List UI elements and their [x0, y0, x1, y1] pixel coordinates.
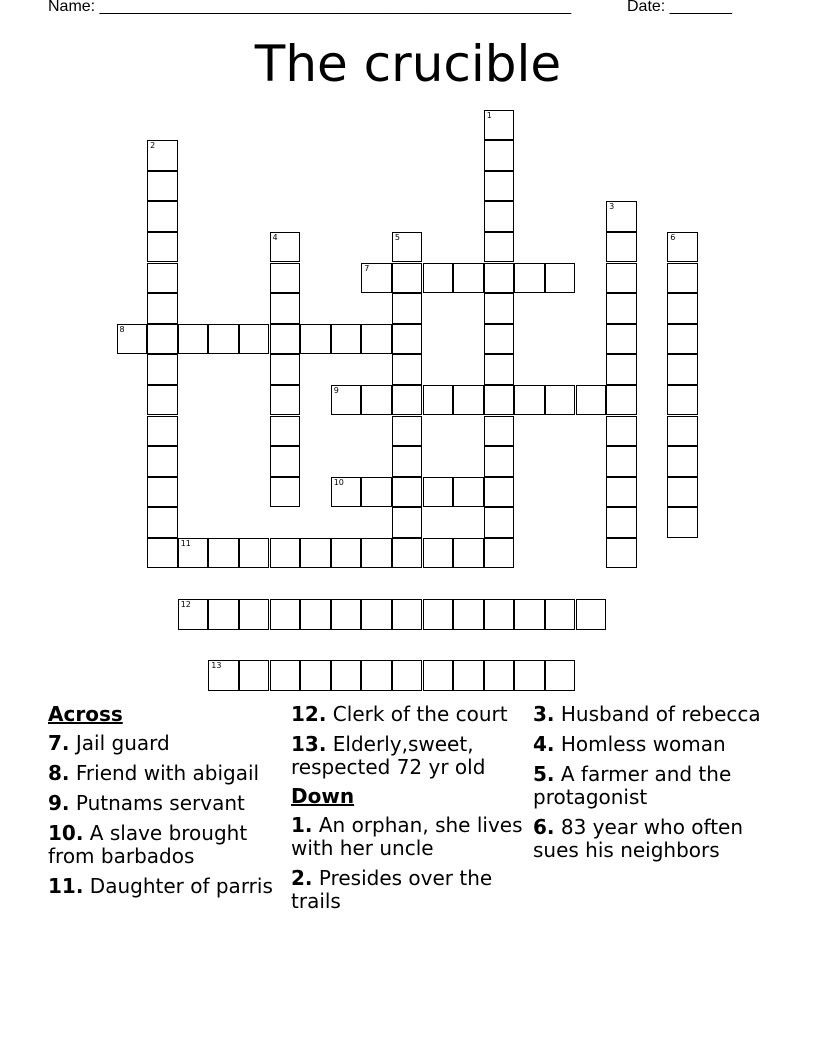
grid-cell[interactable] — [270, 416, 301, 447]
grid-cell[interactable] — [270, 446, 301, 477]
grid-cell[interactable] — [392, 385, 423, 416]
grid-cell[interactable] — [484, 416, 515, 447]
grid-cell[interactable] — [178, 599, 209, 630]
name-field[interactable]: Name: _____________________________________________________ — [48, 0, 572, 15]
grid-cell[interactable] — [667, 416, 698, 447]
clue-across-9: 9. Putnams servant — [48, 791, 245, 815]
clue-across-12: 12. Clerk of the court — [291, 702, 508, 726]
grid-cell[interactable] — [423, 263, 454, 294]
grid-cell[interactable] — [392, 538, 423, 569]
clue-down-2: 2. Presides over the trails — [291, 866, 493, 913]
grid-cell[interactable] — [392, 263, 423, 294]
grid-cell[interactable] — [392, 293, 423, 324]
grid-cell[interactable] — [484, 446, 515, 477]
grid-cell[interactable] — [208, 660, 239, 691]
grid-cell[interactable] — [147, 416, 178, 447]
grid-cell[interactable] — [147, 354, 178, 385]
cell-number: 4 — [272, 232, 278, 242]
cell-number: 7 — [364, 263, 370, 273]
grid-cell[interactable] — [514, 263, 545, 294]
grid-cell[interactable] — [239, 660, 270, 691]
grid-cell[interactable] — [514, 599, 545, 630]
cell-number: 10 — [333, 477, 344, 487]
grid-cell[interactable] — [484, 201, 515, 232]
grid-cell[interactable] — [423, 660, 454, 691]
grid-cell[interactable] — [270, 385, 301, 416]
grid-cell[interactable] — [484, 232, 515, 263]
grid-cell[interactable] — [667, 263, 698, 294]
grid-cell[interactable] — [147, 477, 178, 508]
grid-cell[interactable] — [667, 507, 698, 538]
grid-cell[interactable] — [147, 140, 178, 171]
grid-cell[interactable] — [423, 599, 454, 630]
grid-cell[interactable] — [606, 201, 637, 232]
grid-cell[interactable] — [239, 324, 270, 355]
grid-cell[interactable] — [270, 477, 301, 508]
cell-number: 3 — [609, 202, 615, 212]
grid-cell[interactable] — [484, 263, 515, 294]
clue-across-8: 8. Friend with abigail — [48, 761, 260, 785]
grid-cell[interactable] — [484, 110, 515, 141]
grid-cell[interactable] — [270, 263, 301, 294]
grid-cell[interactable] — [300, 538, 331, 569]
clue-down-5: 5. A farmer and the protagonist — [533, 762, 732, 809]
grid-cell[interactable] — [178, 324, 209, 355]
down-heading: Down — [291, 784, 355, 808]
grid-cell[interactable] — [667, 354, 698, 385]
clue-across-10: 10. A slave brought from barbados — [48, 821, 248, 868]
grid-cell[interactable] — [606, 446, 637, 477]
grid-cell[interactable] — [606, 507, 637, 538]
grid-cell[interactable] — [147, 507, 178, 538]
grid-cell[interactable] — [667, 232, 698, 263]
grid-cell[interactable] — [147, 263, 178, 294]
clue-down-1: 1. An orphan, she lives with her uncle — [291, 813, 523, 860]
grid-cell[interactable] — [453, 263, 484, 294]
grid-cell[interactable] — [270, 538, 301, 569]
grid-cell[interactable] — [667, 477, 698, 508]
grid-cell[interactable] — [239, 538, 270, 569]
grid-cell[interactable] — [667, 446, 698, 477]
cell-number: 5 — [394, 232, 400, 242]
grid-cell[interactable] — [361, 324, 392, 355]
grid-cell[interactable] — [423, 477, 454, 508]
grid-cell[interactable] — [545, 660, 576, 691]
grid-cell[interactable] — [484, 385, 515, 416]
grid-cell[interactable] — [270, 324, 301, 355]
grid-cell[interactable] — [484, 293, 515, 324]
grid-cell[interactable] — [606, 538, 637, 569]
grid-cell[interactable] — [606, 477, 637, 508]
grid-cell[interactable] — [514, 660, 545, 691]
grid-cell[interactable] — [331, 660, 362, 691]
cell-number: 1 — [486, 110, 492, 120]
grid-cell[interactable] — [576, 385, 607, 416]
grid-cell[interactable] — [484, 140, 515, 171]
clue-down-3: 3. Husband of rebecca — [533, 702, 761, 726]
date-field[interactable]: Date: _______ — [627, 0, 732, 15]
grid-cell[interactable] — [392, 599, 423, 630]
grid-cell[interactable] — [300, 324, 331, 355]
grid-cell[interactable] — [147, 446, 178, 477]
grid-cell[interactable] — [270, 232, 301, 263]
grid-cell[interactable] — [423, 538, 454, 569]
grid-cell[interactable] — [361, 599, 392, 630]
grid-cell[interactable] — [147, 293, 178, 324]
grid-cell[interactable] — [606, 293, 637, 324]
across-heading: Across — [48, 702, 123, 726]
grid-cell[interactable] — [361, 477, 392, 508]
grid-cell[interactable] — [453, 660, 484, 691]
grid-cell[interactable] — [606, 354, 637, 385]
grid-cell[interactable] — [117, 324, 148, 355]
grid-cell[interactable] — [331, 538, 362, 569]
grid-cell[interactable] — [392, 354, 423, 385]
cell-number: 13 — [211, 661, 222, 671]
grid-cell[interactable] — [545, 599, 576, 630]
grid-cell[interactable] — [667, 324, 698, 355]
grid-cell[interactable] — [208, 324, 239, 355]
grid-cell[interactable] — [147, 324, 178, 355]
grid-cell[interactable] — [514, 385, 545, 416]
grid-cell[interactable] — [453, 538, 484, 569]
grid-cell[interactable] — [453, 599, 484, 630]
grid-cell[interactable] — [606, 385, 637, 416]
grid-cell[interactable] — [392, 416, 423, 447]
grid-cell[interactable] — [484, 354, 515, 385]
grid-cell[interactable] — [300, 660, 331, 691]
cell-number: 6 — [670, 232, 676, 242]
cell-number: 8 — [119, 324, 125, 334]
grid-cell[interactable] — [484, 324, 515, 355]
grid-cell[interactable] — [606, 416, 637, 447]
grid-cell[interactable] — [147, 385, 178, 416]
grid-cell[interactable] — [484, 171, 515, 202]
grid-cell[interactable] — [392, 324, 423, 355]
grid-cell[interactable] — [147, 538, 178, 569]
grid-cell[interactable] — [453, 385, 484, 416]
grid-cell[interactable] — [667, 293, 698, 324]
grid-cell[interactable] — [331, 324, 362, 355]
grid-cell[interactable] — [147, 232, 178, 263]
grid-cell[interactable] — [392, 232, 423, 263]
grid-cell[interactable] — [147, 201, 178, 232]
cell-number: 9 — [333, 385, 339, 395]
grid-cell[interactable] — [331, 385, 362, 416]
grid-cell[interactable] — [453, 477, 484, 508]
cell-number: 12 — [180, 600, 191, 610]
clue-column-3 — [533, 703, 773, 869]
grid-cell[interactable] — [484, 477, 515, 508]
clue-across-7: 7. Jail guard — [48, 731, 170, 755]
clue-down-6: 6. 83 year who often sues his neighbors — [533, 815, 744, 862]
grid-cell[interactable] — [484, 538, 515, 569]
grid-cell[interactable] — [392, 446, 423, 477]
grid-cell[interactable] — [239, 599, 270, 630]
grid-cell[interactable] — [545, 385, 576, 416]
grid-cell[interactable] — [576, 599, 607, 630]
grid-cell[interactable] — [208, 538, 239, 569]
grid-cell[interactable] — [392, 507, 423, 538]
grid-cell[interactable] — [484, 599, 515, 630]
grid-cell[interactable] — [361, 660, 392, 691]
grid-cell[interactable] — [361, 538, 392, 569]
grid-cell[interactable] — [606, 324, 637, 355]
grid-cell[interactable] — [270, 354, 301, 385]
clue-across-11: 11. Daughter of parris — [48, 874, 273, 898]
cell-number: 2 — [150, 141, 156, 151]
grid-cell[interactable] — [270, 660, 301, 691]
grid-cell[interactable] — [423, 385, 454, 416]
grid-cell[interactable] — [484, 507, 515, 538]
grid-cell[interactable] — [208, 599, 239, 630]
grid-cell[interactable] — [667, 385, 698, 416]
grid-cell[interactable] — [270, 293, 301, 324]
grid-cell[interactable] — [392, 477, 423, 508]
grid-cell[interactable] — [484, 660, 515, 691]
grid-cell[interactable] — [545, 263, 576, 294]
grid-cell[interactable] — [361, 385, 392, 416]
grid-cell[interactable] — [300, 599, 331, 630]
grid-cell[interactable] — [147, 171, 178, 202]
clue-across-13: 13. Elderly,sweet, respected 72 yr old — [291, 732, 486, 779]
page-title: The crucible — [254, 35, 562, 93]
clue-down-4: 4. Homless woman — [533, 732, 726, 756]
grid-cell[interactable] — [606, 232, 637, 263]
grid-cell[interactable] — [361, 263, 392, 294]
grid-cell[interactable] — [392, 660, 423, 691]
clue-column-2 — [291, 703, 531, 920]
grid-cell[interactable] — [331, 599, 362, 630]
cell-number: 11 — [180, 538, 191, 548]
grid-cell[interactable] — [178, 538, 209, 569]
grid-cell[interactable] — [606, 263, 637, 294]
grid-cell[interactable] — [270, 599, 301, 630]
clue-column-1 — [48, 703, 288, 905]
grid-cell[interactable] — [331, 477, 362, 508]
